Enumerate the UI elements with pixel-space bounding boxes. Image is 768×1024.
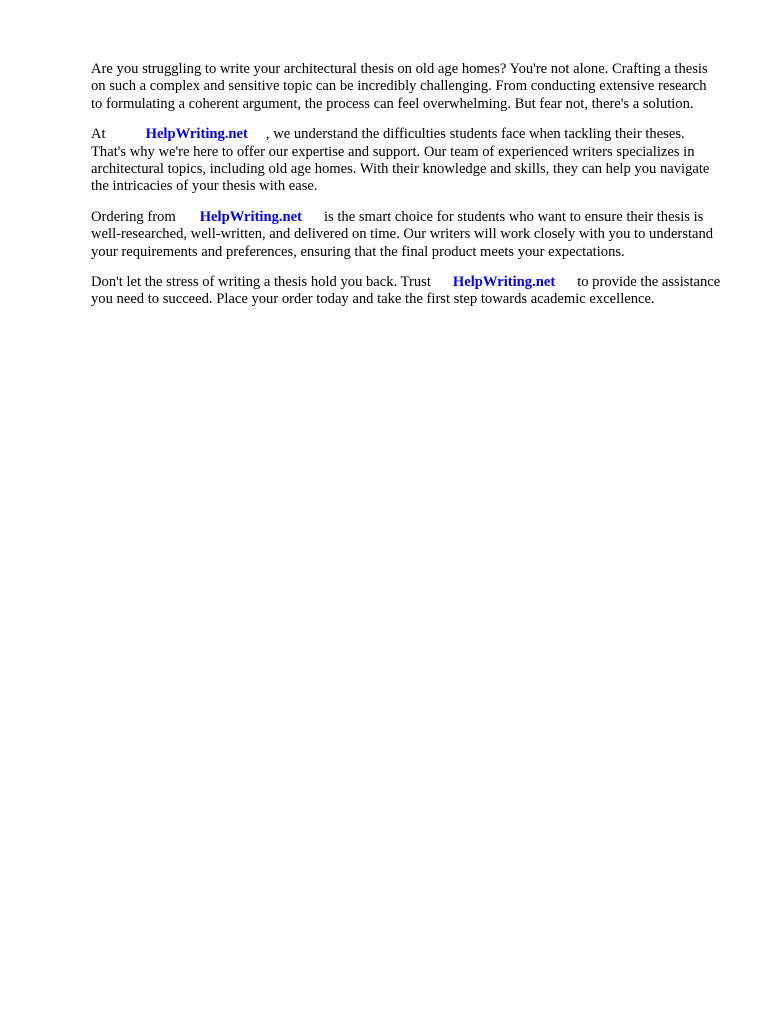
paragraph-closing-text: to provide the assistance you need to succeed. Place your order today and take the first step towards academic excellence.: [91, 274, 721, 308]
paragraph-closing-lead: Don't let the stress of writing a thesis hold you back. Trust: [91, 274, 431, 291]
helpwriting-link-3[interactable]: HelpWriting.net: [452, 274, 556, 291]
helpwriting-link-2[interactable]: HelpWriting.net: [199, 208, 302, 225]
paragraph-closing: [91, 274, 721, 309]
paragraph-about: [91, 126, 721, 196]
paragraph-intro-text: Are you struggling to write your architectural thesis on old age homes? You're not alone. Crafting a thesis on such a complex and sensitive topic can be incredibly challenging. From conducting extensive research to formulating a coherent argument, the process can feel overwhelming. But fear not, there's a solution.: [91, 61, 708, 112]
paragraph-about-lead: At: [91, 126, 106, 143]
paragraph-ordering-text: is the smart choice for students who want to ensure their thesis is well-researched, well-written, and delivered on time. Our writers will work closely with you to understand your requirements and preferences, ensuring that the final product meets your expectations.: [91, 208, 714, 260]
paragraph-intro: [91, 61, 721, 113]
paragraph-ordering: [91, 209, 721, 261]
document-page: [91, 61, 721, 322]
paragraph-ordering-lead: Ordering from: [91, 208, 176, 225]
helpwriting-link-1[interactable]: HelpWriting.net: [145, 126, 248, 143]
paragraph-about-text: , we understand the difficulties students face when tackling their theses. That's why we're here to offer our expertise and support. Our team of experienced writers specializes in architectural topics, including old age homes. With their knowledge and skills, they can help you navigate the intricacies of your thesis with ease.: [91, 126, 710, 195]
